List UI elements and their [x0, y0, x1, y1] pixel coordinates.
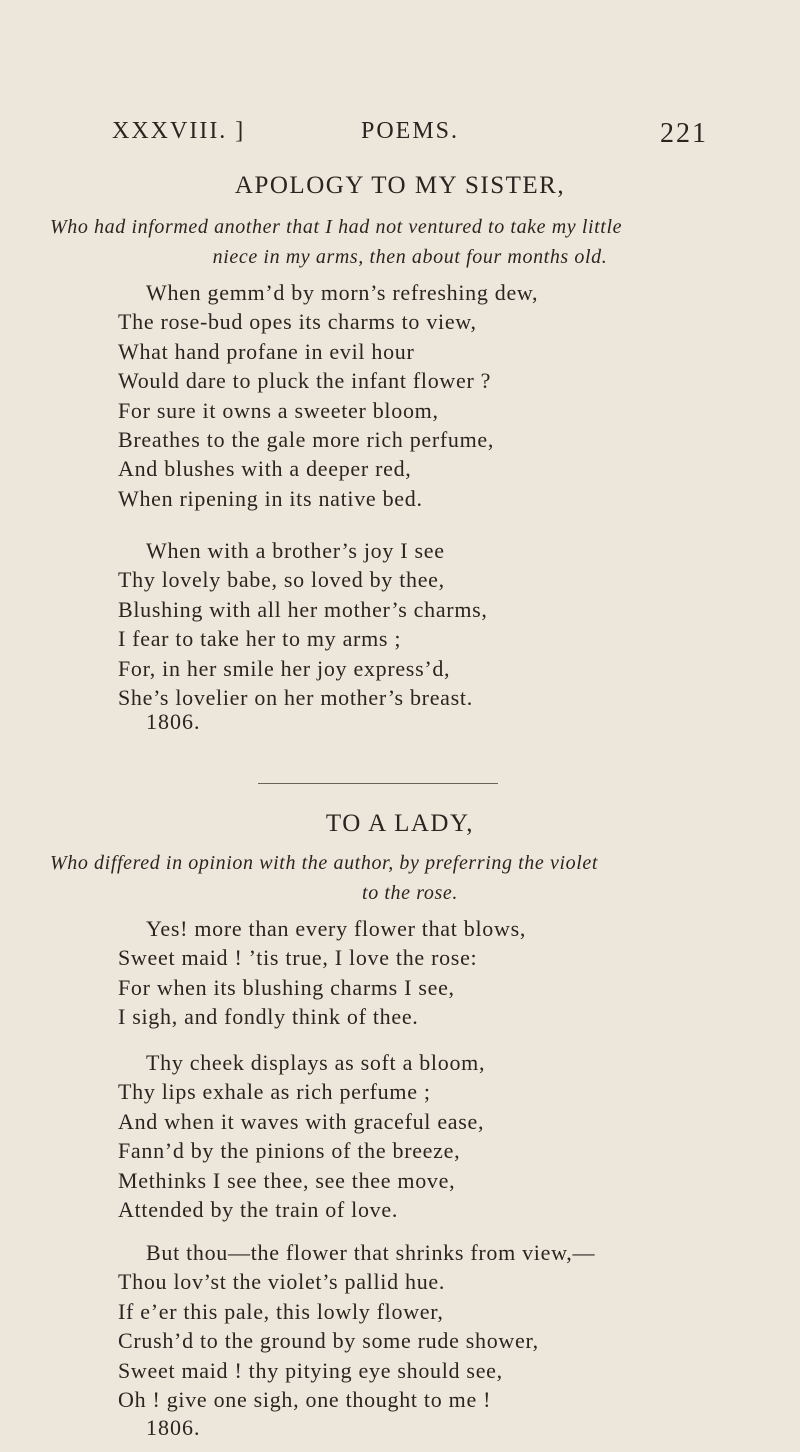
poem-headnote: [50, 212, 770, 272]
verse-line: Thou lov’st the violet’s pallid hue.: [118, 1269, 446, 1295]
headnote-line: Who had informed another that I had not ventured to take my little: [50, 216, 623, 238]
headnote-line: to the rose.: [362, 882, 458, 904]
verse-line: Sweet maid ! ’tis true, I love the rose:: [118, 945, 478, 971]
stanza: [118, 536, 758, 712]
verse-line: Thy cheek displays as soft a bloom,: [146, 1050, 486, 1075]
verse-line: Crush’d to the ground by some rude shower,: [118, 1328, 539, 1354]
verse-line: She’s lovelier on her mother’s breast.: [118, 685, 473, 711]
verse-line: I sigh, and fondly think of thee.: [118, 1004, 419, 1030]
poem-date: 1806.: [146, 709, 201, 734]
verse-line: Fann’d by the pinions of the breeze,: [118, 1138, 461, 1164]
verse-line: But thou—the flower that shrinks from view,—: [146, 1240, 596, 1265]
stanza: [118, 1238, 758, 1414]
poem-date: 1806.: [146, 1415, 201, 1440]
verse-line: For sure it owns a sweeter bloom,: [118, 397, 439, 423]
verse-line: Thy lips exhale as rich perfume ;: [118, 1079, 431, 1105]
chapter-number: XXXVIII. ]: [112, 118, 246, 144]
verse-line: Yes! more than every flower that blows,: [146, 916, 527, 941]
verse-line: When gemm’d by morn’s refreshing dew,: [146, 280, 539, 305]
poem-headnote: [50, 848, 770, 908]
verse-line: For, in her smile her joy express’d,: [118, 655, 451, 681]
section-divider: [258, 783, 498, 784]
headnote-line: Who differed in opinion with the author, by preferring the violet: [50, 852, 599, 874]
verse-line: When with a brother’s joy I see: [146, 538, 445, 563]
verse-line: Breathes to the gale more rich perfume,: [118, 427, 495, 453]
running-head: [112, 118, 708, 152]
verse-line: For when its blushing charms I see,: [118, 974, 455, 1000]
section-title: POEMS.: [360, 118, 460, 144]
verse-line: Sweet maid ! thy pitying eye should see,: [118, 1357, 503, 1383]
verse-line: If e’er this pale, this lowly flower,: [118, 1298, 444, 1324]
poem-title: APOLOGY TO MY SISTER,: [234, 172, 566, 199]
page-number: 221: [660, 118, 708, 149]
stanza: [118, 278, 758, 513]
verse-line: Blushing with all her mother’s charms,: [118, 596, 488, 622]
verse-line: Thy lovely babe, so loved by thee,: [118, 567, 445, 593]
stanza: [118, 1048, 758, 1224]
verse-line: Attended by the train of love.: [118, 1197, 399, 1223]
verse-line: The rose-bud opes its charms to view,: [118, 309, 477, 335]
verse-line: What hand profane in evil hour: [118, 338, 415, 364]
verse-line: And when it waves with graceful ease,: [118, 1108, 485, 1134]
poem-title: TO A LADY,: [325, 810, 475, 837]
verse-line: Would dare to pluck the infant flower ?: [118, 368, 492, 394]
verse-line: Methinks I see thee, see thee move,: [118, 1167, 456, 1193]
headnote-line: niece in my arms, then about four months old.: [212, 246, 608, 268]
verse-line: When ripening in its native bed.: [118, 485, 423, 511]
stanza: [118, 914, 758, 1032]
verse-line: I fear to take her to my arms ;: [118, 626, 402, 652]
verse-line: And blushes with a deeper red,: [118, 456, 412, 482]
verse-line: Oh ! give one sigh, one thought to me !: [118, 1387, 492, 1413]
